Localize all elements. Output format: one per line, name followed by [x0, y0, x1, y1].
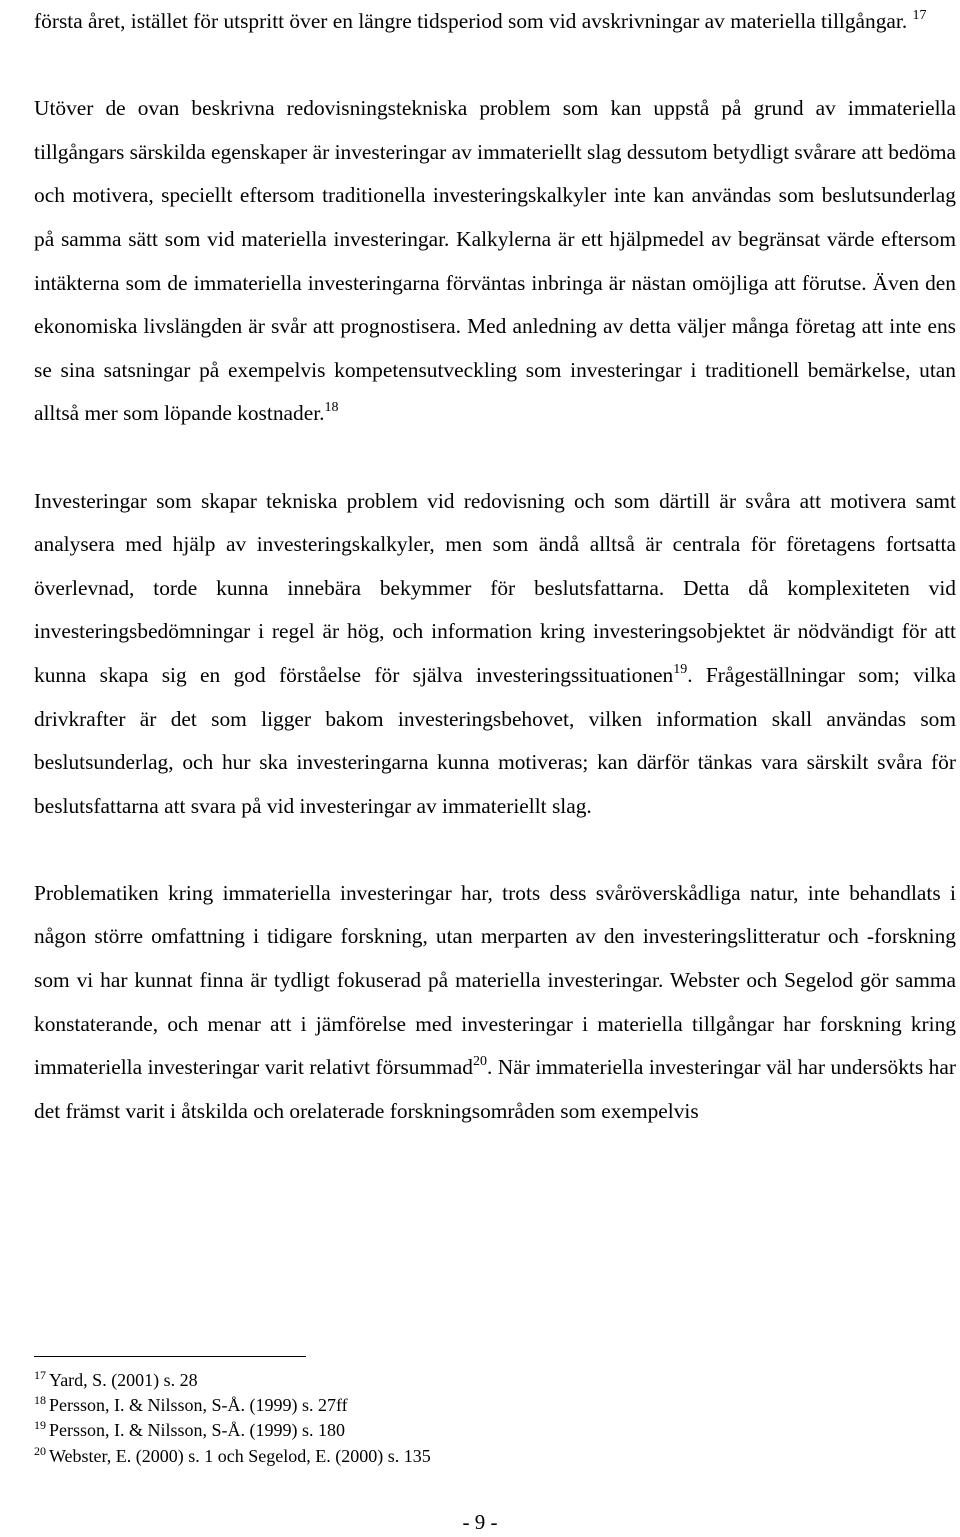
footnote-ref-18: 18	[324, 400, 339, 416]
footnote-text: Webster, E. (2000) s. 1 och Segelod, E. (2000) s. 135	[49, 1445, 431, 1466]
footnote-separator	[34, 1356, 306, 1357]
text-segment: Utöver de ovan beskrivna redovisningstekniska problem som kan uppstå på grund av immateriella tillgångars särskilda egenskaper är investeringar av immateriellt slag dessutom betydligt svårare att bedöma och motivera, speciellt eftersom traditionella investeringskalkyler inte kan användas som beslutsunderlag på samma sätt som vid materiella investeringar. Kalkylerna är ett hjälpmedel av begränsat värde eftersom intäkterna som de immateriella investeringarna förväntas inbringa är nästan omöjliga att förutse. Även den ekonomiska livslängden är svår att prognostisera. Med anledning av detta väljer många företag att inte ens se sina satsningar på exempelvis kompetensutveckling som investeringar i traditionell bemärkelse, utan alltså mer som löpande kostnader.	[34, 96, 956, 426]
footnote-18	[34, 1393, 934, 1418]
footnote-ref-20: 20	[472, 1054, 487, 1070]
footnote-text: Yard, S. (2001) s. 28	[49, 1370, 198, 1390]
page-number: - 9 -	[462, 1510, 498, 1534]
paragraph-1	[34, 0, 956, 44]
footnote-19	[34, 1418, 934, 1443]
footnote-20	[34, 1444, 934, 1469]
page-body	[34, 0, 956, 1133]
text-segment: . När immateriella investeringar väl har undersökts har det främst varit i åtskilda och orelaterade forskningsområden som exempelvis	[34, 1055, 956, 1123]
footnote-number: 17	[34, 1368, 46, 1382]
footnote-17	[34, 1368, 934, 1393]
paragraph-2	[34, 87, 956, 436]
footnote-number: 20	[34, 1443, 46, 1458]
footnote-number: 18	[34, 1393, 46, 1408]
footnotes	[34, 1368, 934, 1469]
footnote-ref-19: 19	[673, 661, 688, 677]
paragraph-3	[34, 480, 956, 829]
text-segment: Problematiken kring immateriella investeringar har, trots dess svåröverskådliga natur, inte behandlats i någon större omfattning i tidigare forskning, utan merparten av den investeringslitteratur och -forskning som vi har kunnat finna är tydligt fokuserad på materiella investeringar. Webster och Segelod gör samma konstaterande, och menar att i jämförelse med investeringar i materiella tillgångar har forskning kring immateriella investeringar varit relativt försummad	[34, 880, 956, 1080]
paragraph-4	[34, 872, 956, 1134]
footnote-text: Persson, I. & Nilsson, S-Å. (1999) s. 27ff	[49, 1395, 348, 1416]
footnote-ref-17: 17	[912, 8, 927, 23]
footnote-number: 19	[34, 1418, 46, 1433]
text-segment: . Frågeställningar som; vilka drivkrafter är det som ligger bakom investeringsbehovet, vilken information skall användas som beslutsunderlag, och hur ska investeringarna kunna motiveras; kan därför tänkas vara särskilt svåra för beslutsfattarna att svara på vid investeringar av immateriellt slag.	[34, 662, 957, 818]
text-segment: första året, istället för utspritt över en längre tidsperiod som vid avskrivningar av materiella tillgångar.	[34, 9, 913, 33]
footnote-text: Persson, I. & Nilsson, S-Å. (1999) s. 180	[49, 1420, 346, 1441]
text-segment: Investeringar som skapar tekniska problem vid redovisning och som därtill är svåra att motivera samt analysera med hjälp av investeringskalkyler, men som ändå alltså är centrala för företagens fortsatta överlevnad, torde kunna innebära bekymmer för beslutsfattarna. Detta då komplexiteten vid investeringsbedömningar i regel är hög, och information kring investeringsobjektet är nödvändigt för att kunna skapa sig en god förståelse för själva investeringssituationen	[34, 488, 956, 687]
